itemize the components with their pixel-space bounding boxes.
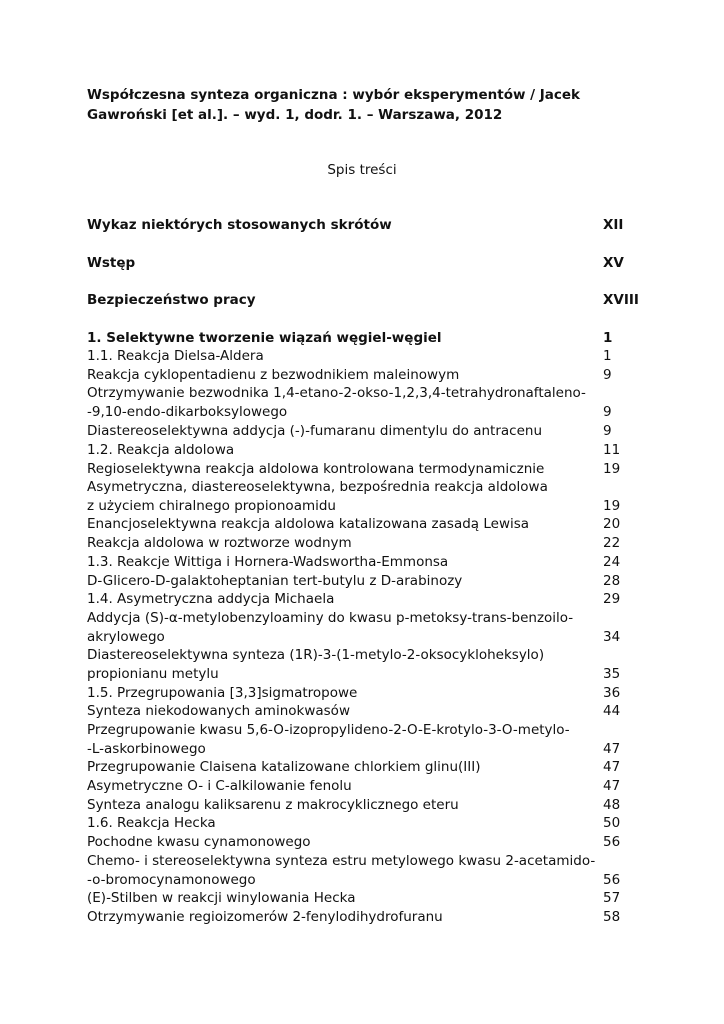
table-of-contents bbox=[87, 0, 647, 1024]
toc-entry-title: Regioselektywna reakcja aldolowa kontrolowana termodynamicznie bbox=[87, 461, 545, 477]
toc-entry-page: 19 bbox=[603, 461, 621, 477]
toc-entry-title: 1.4. Asymetryczna addycja Michaela bbox=[87, 591, 335, 607]
toc-entry-page: 56 bbox=[603, 834, 621, 850]
toc-entry-title: Diastereoselektywna synteza (1R)-3-(1-metylo-2-oksocykloheksylo) bbox=[87, 647, 545, 663]
toc-entry-page: XVIII bbox=[603, 292, 639, 308]
toc-entry-title: Reakcja aldolowa w roztworze wodnym bbox=[87, 535, 352, 551]
toc-entry-page: 35 bbox=[603, 666, 621, 682]
toc-entry-page: 9 bbox=[603, 423, 612, 439]
toc-entry-page: 57 bbox=[603, 890, 621, 906]
toc-entry-title: D-Glicero-D-galaktoheptanian tert-butylu z D-arabinozy bbox=[87, 573, 463, 589]
toc-entry-title: 1. Selektywne tworzenie wiązań węgiel-węgiel bbox=[87, 330, 442, 346]
toc-entry-title: -o-bromocynamonowego bbox=[87, 872, 256, 888]
toc-entry-title: Asymetryczna, diastereoselektywna, bezpośrednia reakcja aldolowa bbox=[87, 479, 548, 495]
toc-entry-page: 1 bbox=[603, 348, 612, 364]
toc-entry-page: 34 bbox=[603, 629, 621, 645]
toc-entry-page: 47 bbox=[603, 778, 621, 794]
toc-entry-page: 9 bbox=[603, 404, 612, 420]
toc-entry-page: 36 bbox=[603, 685, 621, 701]
toc-entry-title: Otrzymywanie regioizomerów 2-fenylodihydrofuranu bbox=[87, 909, 443, 925]
toc-entry-title: Diastereoselektywna addycja (-)-fumaranu dimentylu do antracenu bbox=[87, 423, 543, 439]
toc-entry-page: 47 bbox=[603, 741, 621, 757]
toc-entry-page: 56 bbox=[603, 872, 621, 888]
toc-entry-page: 48 bbox=[603, 797, 621, 813]
toc-entry-title: Chemo- i stereoselektywna synteza estru metylowego kwasu 2-acetamido- bbox=[87, 853, 596, 869]
toc-entry-title: (E)-Stilben w reakcji winylowania Hecka bbox=[87, 890, 356, 906]
toc-entry-title: 1.3. Reakcje Wittiga i Hornera-Wadswortha-Emmonsa bbox=[87, 554, 449, 570]
toc-entry-page: 24 bbox=[603, 554, 621, 570]
toc-entry-page: 58 bbox=[603, 909, 621, 925]
toc-entry-title: 1.2. Reakcja aldolowa bbox=[87, 442, 235, 458]
toc-entry-title: z użyciem chiralnego propionoamidu bbox=[87, 498, 336, 514]
toc-entry-title: akrylowego bbox=[87, 629, 165, 645]
toc-entry-title: Asymetryczne O- i C-alkilowanie fenolu bbox=[87, 778, 352, 794]
toc-entry-title: 1.1. Reakcja Dielsa-Aldera bbox=[87, 348, 264, 364]
toc-entry-title: Wykaz niektórych stosowanych skrótów bbox=[87, 217, 392, 233]
toc-entry-title: Reakcja cyklopentadienu z bezwodnikiem maleinowym bbox=[87, 367, 460, 383]
toc-entry-page: 22 bbox=[603, 535, 621, 551]
toc-entry-title: Addycja (S)-α-metylobenzyloaminy do kwasu p-metoksy-trans-benzoilo- bbox=[87, 610, 574, 626]
toc-entry-page: 20 bbox=[603, 516, 621, 532]
toc-entry-title: Przegrupowanie Claisena katalizowane chlorkiem glinu(III) bbox=[87, 759, 481, 775]
toc-entry-page: XII bbox=[603, 217, 624, 233]
toc-entry-title: Synteza niekodowanych aminokwasów bbox=[87, 703, 350, 719]
toc-entry-page: 47 bbox=[603, 759, 621, 775]
toc-entry-page: 1 bbox=[603, 330, 613, 346]
toc-entry-title: 1.6. Reakcja Hecka bbox=[87, 815, 216, 831]
toc-entry-title: Bezpieczeństwo pracy bbox=[87, 292, 256, 308]
toc-entry-title: Wstęp bbox=[87, 255, 136, 271]
toc-entry-page: 19 bbox=[603, 498, 621, 514]
toc-entry-title: Synteza analogu kaliksarenu z makrocyklicznego eteru bbox=[87, 797, 459, 813]
toc-entry-page: 28 bbox=[603, 573, 621, 589]
toc-heading: Spis treści bbox=[327, 162, 397, 178]
toc-entry-title: Przegrupowanie kwasu 5,6-O-izopropylideno-2-O-E-krotylo-3-O-metylo- bbox=[87, 722, 570, 738]
toc-entry-page: 50 bbox=[603, 815, 621, 831]
toc-entry-title: Pochodne kwasu cynamonowego bbox=[87, 834, 311, 850]
toc-entry-title: Otrzymywanie bezwodnika 1,4-etano-2-okso-1,2,3,4-tetrahydronaftaleno- bbox=[87, 385, 586, 401]
toc-entry-page: XV bbox=[603, 255, 624, 271]
toc-entry-title: -9,10-endo-dikarboksylowego bbox=[87, 404, 288, 420]
toc-entry-title: propionianu metylu bbox=[87, 666, 219, 682]
toc-entry-title: Enancjoselektywna reakcja aldolowa katalizowana zasadą Lewisa bbox=[87, 516, 530, 532]
toc-entry-page: 11 bbox=[603, 442, 621, 458]
toc-entry-title: 1.5. Przegrupowania [3,3]sigmatropowe bbox=[87, 685, 358, 701]
toc-entry-page: 44 bbox=[603, 703, 621, 719]
bibliographic-header: Współczesna synteza organiczna : wybór eksperymentów / Jacek Gawroński [et al.]. – wyd. 1, dodr. 1. – Warszawa, 2012 bbox=[87, 87, 581, 123]
toc-entry-title: -L-askorbinowego bbox=[87, 741, 206, 757]
toc-entry-page: 9 bbox=[603, 367, 612, 383]
toc-entry-page: 29 bbox=[603, 591, 621, 607]
